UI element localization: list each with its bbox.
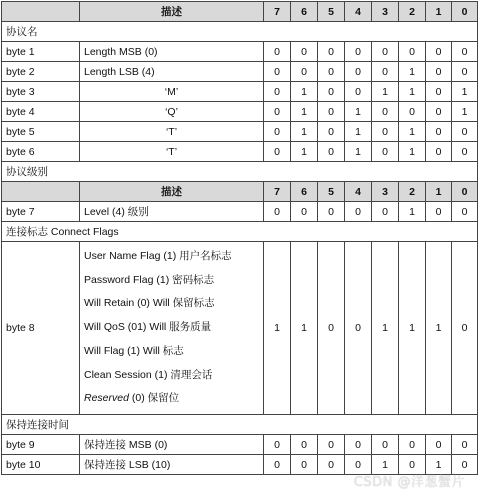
bit-cell: 0	[345, 435, 372, 455]
section-row	[2, 222, 478, 242]
header-bit: 0	[452, 2, 478, 22]
bit-cell: 0	[399, 455, 426, 475]
header-bit: 3	[372, 182, 399, 202]
byte-label: byte 4	[2, 102, 80, 122]
header-bit: 3	[372, 2, 399, 22]
table-row	[2, 102, 478, 122]
bit-cell: 1	[291, 82, 318, 102]
byte-label: byte 1	[2, 42, 80, 62]
bit-cell: 1	[264, 242, 291, 415]
bit-cell: 0	[452, 122, 478, 142]
bit-cell: 0	[452, 242, 478, 415]
bit-cell: 0	[372, 62, 399, 82]
watermark: CSDN @洋葱蟹片	[353, 475, 465, 490]
flag-line	[84, 387, 259, 411]
header-row	[2, 182, 478, 202]
header-bit: 5	[318, 2, 345, 22]
header-bit: 2	[399, 182, 426, 202]
bit-cell: 0	[452, 62, 478, 82]
bit-cell: 1	[291, 122, 318, 142]
section-keepalive: 保持连接时间	[2, 415, 478, 435]
bit-cell: 0	[426, 142, 452, 162]
header-bit: 5	[318, 182, 345, 202]
bit-cell: 0	[426, 62, 452, 82]
bit-cell: 0	[291, 42, 318, 62]
bit-cell: 0	[345, 62, 372, 82]
header-bit: 1	[426, 182, 452, 202]
flag-line: Will Retain (0) Will 保留标志	[84, 297, 215, 310]
byte-desc: ‘T’	[80, 142, 264, 162]
bit-cell: 1	[399, 122, 426, 142]
bit-cell: 1	[426, 455, 452, 475]
table-row	[2, 142, 478, 162]
byte-label: byte 5	[2, 122, 80, 142]
header-empty-cell	[2, 182, 80, 202]
bit-cell: 0	[345, 202, 372, 222]
bit-cell: 0	[264, 202, 291, 222]
bit-cell: 0	[452, 42, 478, 62]
flags-desc	[80, 242, 264, 415]
bit-cell: 0	[372, 122, 399, 142]
bit-cell: 0	[291, 202, 318, 222]
bit-cell: 0	[372, 102, 399, 122]
table-row	[2, 42, 478, 62]
bit-cell: 1	[452, 102, 478, 122]
bit-cell: 0	[372, 435, 399, 455]
byte-label: byte 7	[2, 202, 80, 222]
bit-cell: 1	[291, 242, 318, 415]
header-bit: 4	[345, 182, 372, 202]
bit-cell: 0	[452, 142, 478, 162]
bit-cell: 0	[291, 62, 318, 82]
header-desc-label: 描述	[80, 2, 264, 22]
bit-cell: 0	[264, 82, 291, 102]
header-bit: 7	[264, 182, 291, 202]
mqtt-connect-variable-header-table	[1, 1, 478, 475]
header-bit: 4	[345, 2, 372, 22]
bit-cell: 0	[399, 102, 426, 122]
bit-cell: 1	[399, 242, 426, 415]
bit-cell: 0	[426, 202, 452, 222]
bit-cell: 0	[426, 82, 452, 102]
bit-cell: 0	[264, 102, 291, 122]
section-row	[2, 415, 478, 435]
flag-line: Clean Session (1) 清理会话	[84, 368, 213, 381]
header-bit: 6	[291, 2, 318, 22]
bit-cell: 1	[372, 82, 399, 102]
table-row	[2, 242, 478, 415]
reserved-rest: (0) 保留位	[128, 392, 180, 405]
bit-cell: 1	[399, 82, 426, 102]
byte-label: byte 10	[2, 455, 80, 475]
bit-cell: 0	[452, 455, 478, 475]
bit-cell: 0	[264, 455, 291, 475]
bit-cell: 0	[291, 455, 318, 475]
section-protocol-name: 协议名	[2, 22, 478, 42]
bit-cell: 0	[399, 435, 426, 455]
bit-cell: 1	[345, 142, 372, 162]
bit-cell: 0	[345, 82, 372, 102]
flag-line: Will Flag (1) Will 标志	[84, 344, 184, 357]
bit-cell: 0	[264, 435, 291, 455]
header-bit: 0	[452, 182, 478, 202]
bit-cell: 0	[426, 42, 452, 62]
bit-cell: 0	[426, 435, 452, 455]
section-connect-flags: 连接标志 Connect Flags	[2, 222, 478, 242]
bit-cell: 0	[452, 435, 478, 455]
bit-cell: 0	[264, 42, 291, 62]
header-bit: 7	[264, 2, 291, 22]
header-bit: 1	[426, 2, 452, 22]
bit-cell: 0	[318, 142, 345, 162]
bit-cell: 1	[345, 122, 372, 142]
section-row	[2, 162, 478, 182]
section-row	[2, 22, 478, 42]
bit-cell: 1	[291, 102, 318, 122]
byte-desc: ‘M’	[80, 82, 264, 102]
table-row	[2, 122, 478, 142]
bit-cell: 1	[452, 82, 478, 102]
bit-cell: 0	[318, 102, 345, 122]
section-protocol-level: 协议级别	[2, 162, 478, 182]
bit-cell: 0	[372, 42, 399, 62]
bit-cell: 1	[372, 242, 399, 415]
flag-line: Will QoS (01) Will 服务质量	[84, 321, 212, 334]
byte-label: byte 6	[2, 142, 80, 162]
bit-cell: 0	[318, 455, 345, 475]
reserved-word: Reserved	[84, 392, 129, 405]
byte-desc: Level (4) 级别	[80, 202, 264, 222]
byte-desc: ‘Q’	[80, 102, 264, 122]
bit-cell: 0	[372, 202, 399, 222]
bit-cell: 0	[264, 142, 291, 162]
bit-cell: 0	[318, 435, 345, 455]
byte-label: byte 8	[2, 242, 80, 415]
table-row	[2, 202, 478, 222]
bit-cell: 1	[399, 202, 426, 222]
byte-desc: 保持连接 MSB (0)	[80, 435, 264, 455]
bit-cell: 1	[399, 142, 426, 162]
bit-cell: 0	[452, 202, 478, 222]
header-row	[2, 2, 478, 22]
bit-cell: 1	[372, 455, 399, 475]
flag-line: User Name Flag (1) 用户名标志	[84, 250, 232, 263]
header-bit: 6	[291, 182, 318, 202]
bit-cell: 0	[345, 242, 372, 415]
byte-label: byte 3	[2, 82, 80, 102]
bit-cell: 0	[345, 42, 372, 62]
bit-cell: 1	[399, 62, 426, 82]
bit-cell: 0	[399, 42, 426, 62]
header-bit: 2	[399, 2, 426, 22]
header-desc-label: 描述	[80, 182, 264, 202]
bit-cell: 0	[426, 122, 452, 142]
bit-cell: 0	[318, 202, 345, 222]
bit-cell: 0	[291, 435, 318, 455]
bit-cell: 0	[345, 455, 372, 475]
bit-cell: 0	[264, 122, 291, 142]
bit-cell: 1	[426, 242, 452, 415]
bit-cell: 1	[345, 102, 372, 122]
bit-cell: 0	[426, 102, 452, 122]
byte-desc: 保持连接 LSB (10)	[80, 455, 264, 475]
table-row	[2, 62, 478, 82]
bit-cell: 0	[318, 42, 345, 62]
flag-line: Password Flag (1) 密码标志	[84, 273, 215, 286]
table-row	[2, 82, 478, 102]
bit-cell: 0	[318, 242, 345, 415]
byte-label: byte 2	[2, 62, 80, 82]
bit-cell: 1	[291, 142, 318, 162]
bit-cell: 0	[264, 62, 291, 82]
bit-cell: 0	[318, 122, 345, 142]
byte-label: byte 9	[2, 435, 80, 455]
header-empty-cell	[2, 2, 80, 22]
byte-desc: Length MSB (0)	[80, 42, 264, 62]
byte-desc: Length LSB (4)	[80, 62, 264, 82]
bit-cell: 0	[372, 142, 399, 162]
bit-cell: 0	[318, 82, 345, 102]
byte-desc: ‘T’	[80, 122, 264, 142]
table-row	[2, 435, 478, 455]
bit-cell: 0	[318, 62, 345, 82]
